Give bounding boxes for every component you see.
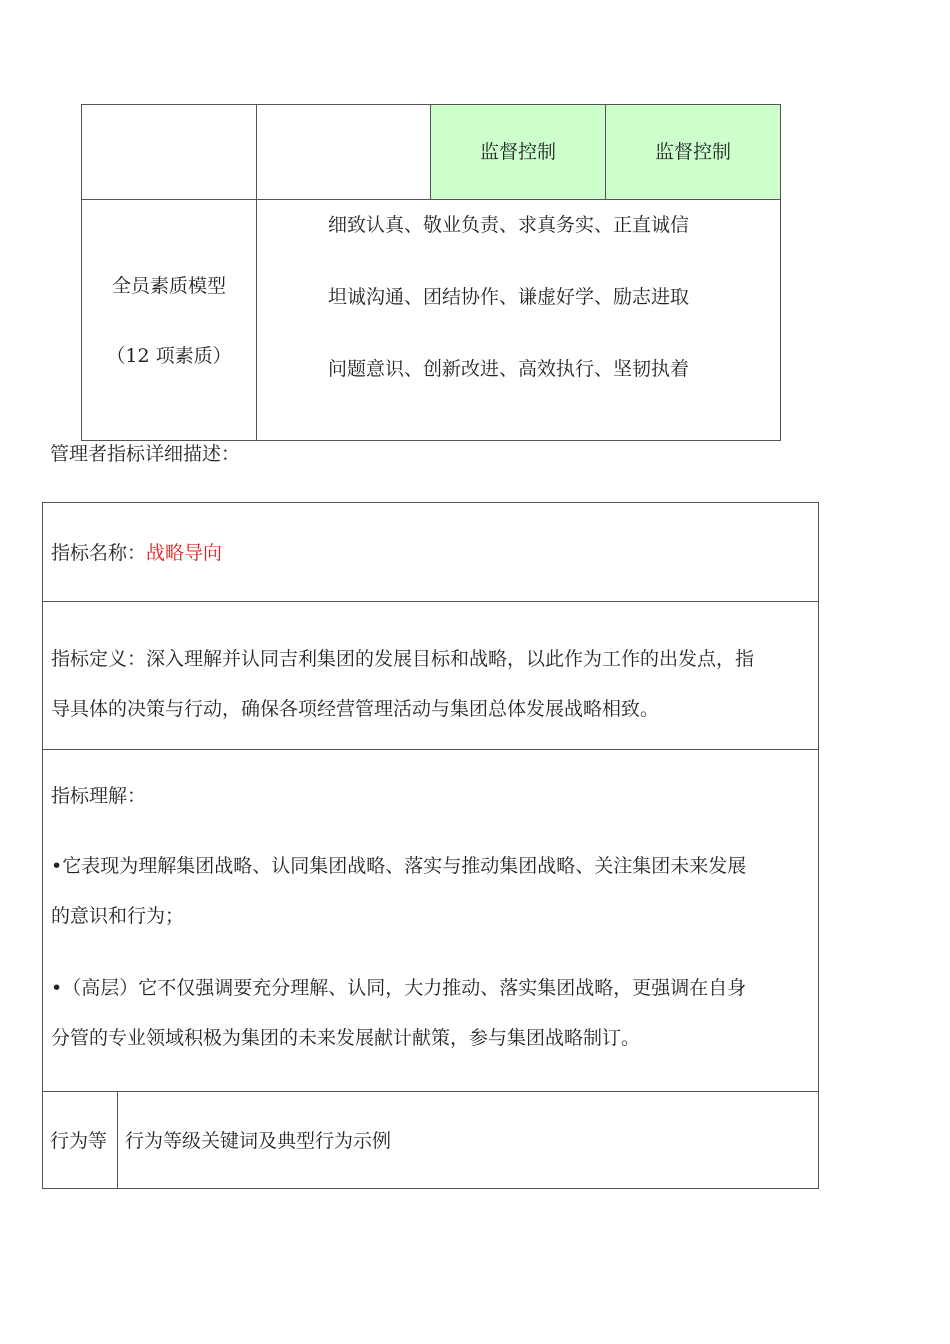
bullet2-line-2: 分管的专业领域积极为集团的未来发展献计献策，参与集团战略制订。 [51,1027,641,1049]
indicator-understanding-cell [42,749,819,1092]
definition-line-2: 导具体的决策与行动，确保各项经营管理活动与集团总体发展战略相致。 [51,698,660,720]
model-sub: （12 项素质） [106,345,232,367]
model-label: 全员素质模型 [111,275,226,297]
understanding-title: 指标理解： [51,785,147,807]
indicator-name-row [51,544,222,563]
behavior-level-desc-cell [117,1091,819,1189]
bullet2-line-1: •（高层）它不仅强调要充分理解、认同，大力推动、落实集团战略，更强调在自身 [51,977,747,999]
table1-header-text-3: 监督控制 [479,140,556,163]
table1-model-cell [81,199,257,441]
indicator-name-value: 战略导向 [146,542,223,564]
table1-header-cell-1 [81,104,257,200]
table1-qualities-cell [256,199,781,441]
table1-header-text-4: 监督控制 [654,140,731,163]
indicator-name-cell [42,502,819,602]
behavior-level-label-cell [42,1091,118,1189]
qualities-line-3: 问题意识、创新改进、高效执行、坚韧执着 [328,358,690,380]
qualities-line-1: 细致认真、敬业负责、求真务实、正直诚信 [328,214,690,236]
qualities-line-2: 坦诚沟通、团结协作、谦虚好学、励志进取 [328,286,690,308]
bullet1-line-1: •它表现为理解集团战略、认同集团战略、落实与推动集团战略、关注集团未来发展 [51,855,747,877]
section-heading: 管理者指标详细描述： [50,443,241,465]
indicator-name-label: 指标名称： [51,542,147,564]
behavior-level-desc: 行为等级关键词及典型行为示例 [125,1130,392,1152]
indicator-definition-cell [42,601,819,750]
table1-header-cell-3 [430,104,606,200]
behavior-level-label: 行为等 [50,1130,108,1152]
table1-header-cell-2 [256,104,431,200]
bullet1-line-2: 的意识和行为； [51,905,185,927]
definition-line-1: 指标定义：深入理解并认同吉利集团的发展目标和战略，以此作为工作的出发点，指 [51,648,755,670]
table1-header-cell-4 [605,104,781,200]
